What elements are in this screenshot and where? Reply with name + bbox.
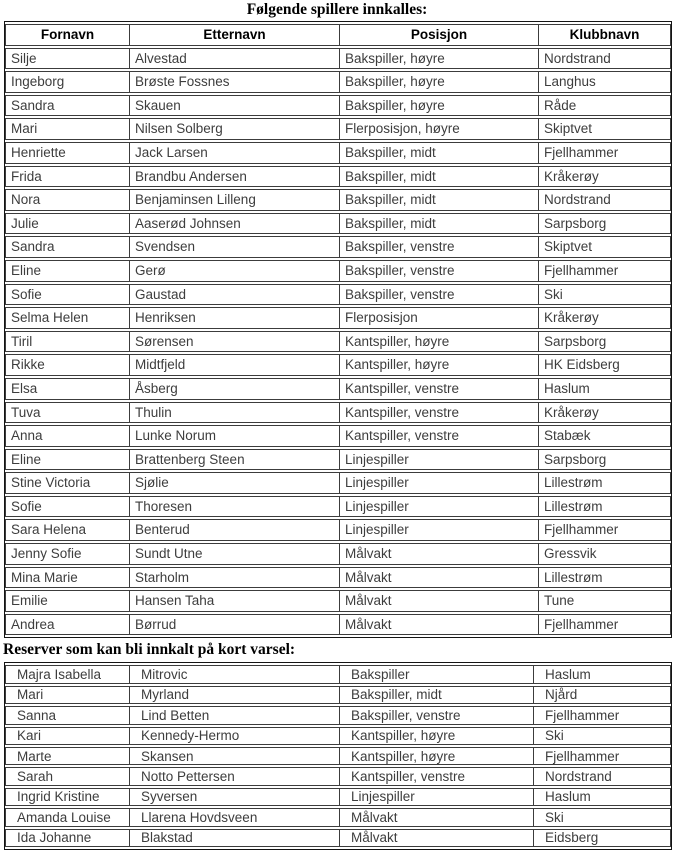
table-cell: Jenny Sofie (5, 543, 129, 565)
table-cell: Midtfjeld (129, 354, 339, 376)
table-cell: Svendsen (129, 236, 339, 258)
table-cell: Haslum (533, 788, 671, 806)
table-row (5, 614, 671, 636)
table-cell: Sara Helena (5, 519, 129, 541)
table-cell: Blakstad (129, 829, 339, 847)
table-row (5, 118, 671, 140)
table-cell: Silje (5, 48, 129, 70)
called-players-table (4, 21, 672, 638)
table-cell: Flerposisjon (339, 307, 538, 329)
table-cell: Tuva (5, 402, 129, 424)
called-players-table-body (5, 48, 671, 636)
table-cell: Sarpsborg (538, 331, 671, 353)
table-cell: Haslum (538, 378, 671, 400)
reserve-players-table-body (5, 665, 671, 847)
table-row (5, 788, 671, 806)
table-row (5, 727, 671, 745)
table-cell: Sofie (5, 284, 129, 306)
table-row (5, 449, 671, 471)
table-cell: Målvakt (339, 829, 533, 847)
table-cell: Flerposisjon, høyre (339, 118, 538, 140)
reserve-section-heading: Reserver som kan bli innkalt på kort varsel: (3, 641, 296, 659)
column-header-klubbnavn: Klubbnavn (538, 24, 671, 46)
table-cell: Målvakt (339, 590, 538, 612)
table-cell: Ingeborg (5, 71, 129, 93)
table-cell: Sarpsborg (538, 449, 671, 471)
table-row (5, 425, 671, 447)
header-row (5, 24, 671, 46)
table-cell: Sarpsborg (538, 213, 671, 235)
table-cell: Bakspiller, midt (339, 686, 533, 704)
table-cell: Fjellhammer (538, 519, 671, 541)
table-row (5, 747, 671, 765)
table-cell: Skiptvet (538, 236, 671, 258)
table-cell: Stabæk (538, 425, 671, 447)
table-row (5, 307, 671, 329)
table-cell: Eidsberg (533, 829, 671, 847)
table-cell: Nordstrand (533, 767, 671, 785)
table-cell: Andrea (5, 614, 129, 636)
table-row (5, 236, 671, 258)
table-cell: Kantspiller, høyre (339, 331, 538, 353)
table-cell: Mari (5, 118, 129, 140)
table-cell: Gerø (129, 260, 339, 282)
table-cell: Benjaminsen Lilleng (129, 189, 339, 211)
table-cell: Llarena Hovdsveen (129, 808, 339, 826)
table-row (5, 402, 671, 424)
table-cell: Børrud (129, 614, 339, 636)
table-cell: Sjølie (129, 472, 339, 494)
table-cell: Thoresen (129, 496, 339, 518)
table-cell: Fjellhammer (533, 706, 671, 724)
table-cell: Mina Marie (5, 567, 129, 589)
table-cell: Bakspiller, venstre (339, 706, 533, 724)
table-row (5, 496, 671, 518)
table-cell: Nordstrand (538, 189, 671, 211)
table-cell: Skansen (129, 747, 339, 765)
table-row (5, 567, 671, 589)
table-cell: Bakspiller, venstre (339, 284, 538, 306)
table-cell: Haslum (533, 665, 671, 683)
table-cell: Målvakt (339, 614, 538, 636)
table-cell: Sanna (5, 706, 129, 724)
table-cell: Stine Victoria (5, 472, 129, 494)
table-cell: Ski (533, 727, 671, 745)
table-cell: Selma Helen (5, 307, 129, 329)
table-cell: Njård (533, 686, 671, 704)
table-row (5, 767, 671, 785)
table-cell: Thulin (129, 402, 339, 424)
table-cell: Kantspiller, høyre (339, 727, 533, 745)
table-cell: Bakspiller, midt (339, 213, 538, 235)
table-cell: Fjellhammer (533, 747, 671, 765)
table-cell: Linjespiller (339, 472, 538, 494)
table-row (5, 378, 671, 400)
called-players-table-header (5, 24, 671, 46)
table-cell: Nordstrand (538, 48, 671, 70)
table-row (5, 829, 671, 847)
table-cell: Kennedy-Hermo (129, 727, 339, 745)
table-cell: Brattenberg Steen (129, 449, 339, 471)
table-row (5, 331, 671, 353)
table-cell: Aaserød Johnsen (129, 213, 339, 235)
table-cell: Lillestrøm (538, 496, 671, 518)
table-cell: Linjespiller (339, 496, 538, 518)
table-cell: Åsberg (129, 378, 339, 400)
table-cell: Marte (5, 747, 129, 765)
table-cell: Kantspiller, venstre (339, 402, 538, 424)
table-cell: Bakspiller, midt (339, 142, 538, 164)
table-row (5, 260, 671, 282)
table-cell: Kantspiller, venstre (339, 425, 538, 447)
table-cell: Bakspiller (339, 665, 533, 683)
table-cell: Skauen (129, 95, 339, 117)
table-cell: Kråkerøy (538, 307, 671, 329)
table-cell: Sofie (5, 496, 129, 518)
table-row (5, 213, 671, 235)
table-cell: Sundt Utne (129, 543, 339, 565)
table-cell: Rikke (5, 354, 129, 376)
table-cell: Elsa (5, 378, 129, 400)
table-row (5, 665, 671, 683)
table-cell: Bakspiller, midt (339, 189, 538, 211)
table-row (5, 95, 671, 117)
table-cell: Sarah (5, 767, 129, 785)
table-row (5, 189, 671, 211)
table-row (5, 472, 671, 494)
table-cell: Tune (538, 590, 671, 612)
table-cell: Linjespiller (339, 449, 538, 471)
table-row (5, 686, 671, 704)
table-cell: Ski (533, 808, 671, 826)
table-cell: Gressvik (538, 543, 671, 565)
table-cell: Hansen Taha (129, 590, 339, 612)
table-row (5, 354, 671, 376)
table-cell: Kantspiller, høyre (339, 747, 533, 765)
table-row (5, 284, 671, 306)
table-cell: Notto Pettersen (129, 767, 339, 785)
table-cell: Kantspiller, venstre (339, 378, 538, 400)
page-title: Følgende spillere innkalles: (246, 1, 428, 18)
table-row (5, 543, 671, 565)
table-cell: Eline (5, 260, 129, 282)
table-row (5, 48, 671, 70)
table-cell: Fjellhammer (538, 142, 671, 164)
table-cell: Ingrid Kristine (5, 788, 129, 806)
table-cell: Gaustad (129, 284, 339, 306)
table-cell: Målvakt (339, 808, 533, 826)
table-row (5, 166, 671, 188)
table-cell: Syversen (129, 788, 339, 806)
table-cell: Målvakt (339, 543, 538, 565)
table-cell: Kantspiller, venstre (339, 767, 533, 785)
column-header-fornavn: Fornavn (5, 24, 129, 46)
table-row (5, 590, 671, 612)
table-cell: Anna (5, 425, 129, 447)
column-header-etternavn: Etternavn (129, 24, 339, 46)
table-cell: Bakspiller, venstre (339, 260, 538, 282)
table-cell: Bakspiller, venstre (339, 236, 538, 258)
table-cell: Jack Larsen (129, 142, 339, 164)
table-cell: Fjellhammer (538, 614, 671, 636)
table-cell: Emilie (5, 590, 129, 612)
column-header-posisjon: Posisjon (339, 24, 538, 46)
table-row (5, 71, 671, 93)
table-cell: Benterud (129, 519, 339, 541)
table-cell: Ida Johanne (5, 829, 129, 847)
table-cell: Frida (5, 166, 129, 188)
table-row (5, 519, 671, 541)
table-cell: Bakspiller, midt (339, 166, 538, 188)
table-cell: Linjespiller (339, 519, 538, 541)
table-cell: Mitrovic (129, 665, 339, 683)
table-cell: Kari (5, 727, 129, 745)
table-row (5, 142, 671, 164)
table-cell: Tiril (5, 331, 129, 353)
reserve-players-table (4, 662, 672, 850)
table-cell: Julie (5, 213, 129, 235)
table-cell: Myrland (129, 686, 339, 704)
table-cell: Henriksen (129, 307, 339, 329)
table-cell: Sandra (5, 236, 129, 258)
table-cell: Alvestad (129, 48, 339, 70)
table-cell: Fjellhammer (538, 260, 671, 282)
table-cell: Linjespiller (339, 788, 533, 806)
table-cell: Brøste Fossnes (129, 71, 339, 93)
table-cell: Amanda Louise (5, 808, 129, 826)
table-cell: Skiptvet (538, 118, 671, 140)
table-cell: Eline (5, 449, 129, 471)
table-cell: Lind Betten (129, 706, 339, 724)
table-cell: Mari (5, 686, 129, 704)
table-cell: Kråkerøy (538, 402, 671, 424)
table-cell: Starholm (129, 567, 339, 589)
table-cell: Bakspiller, høyre (339, 71, 538, 93)
table-cell: Råde (538, 95, 671, 117)
table-cell: Sørensen (129, 331, 339, 353)
table-cell: Ski (538, 284, 671, 306)
table-cell: Majra Isabella (5, 665, 129, 683)
table-cell: HK Eidsberg (538, 354, 671, 376)
table-cell: Bakspiller, høyre (339, 95, 538, 117)
table-cell: Brandbu Andersen (129, 166, 339, 188)
table-cell: Langhus (538, 71, 671, 93)
table-cell: Lillestrøm (538, 567, 671, 589)
table-cell: Sandra (5, 95, 129, 117)
table-cell: Kråkerøy (538, 166, 671, 188)
table-cell: Henriette (5, 142, 129, 164)
table-cell: Lunke Norum (129, 425, 339, 447)
table-cell: Kantspiller, høyre (339, 354, 538, 376)
table-cell: Lillestrøm (538, 472, 671, 494)
table-cell: Nora (5, 189, 129, 211)
table-row (5, 808, 671, 826)
table-cell: Nilsen Solberg (129, 118, 339, 140)
table-cell: Bakspiller, høyre (339, 48, 538, 70)
table-row (5, 706, 671, 724)
table-cell: Målvakt (339, 567, 538, 589)
